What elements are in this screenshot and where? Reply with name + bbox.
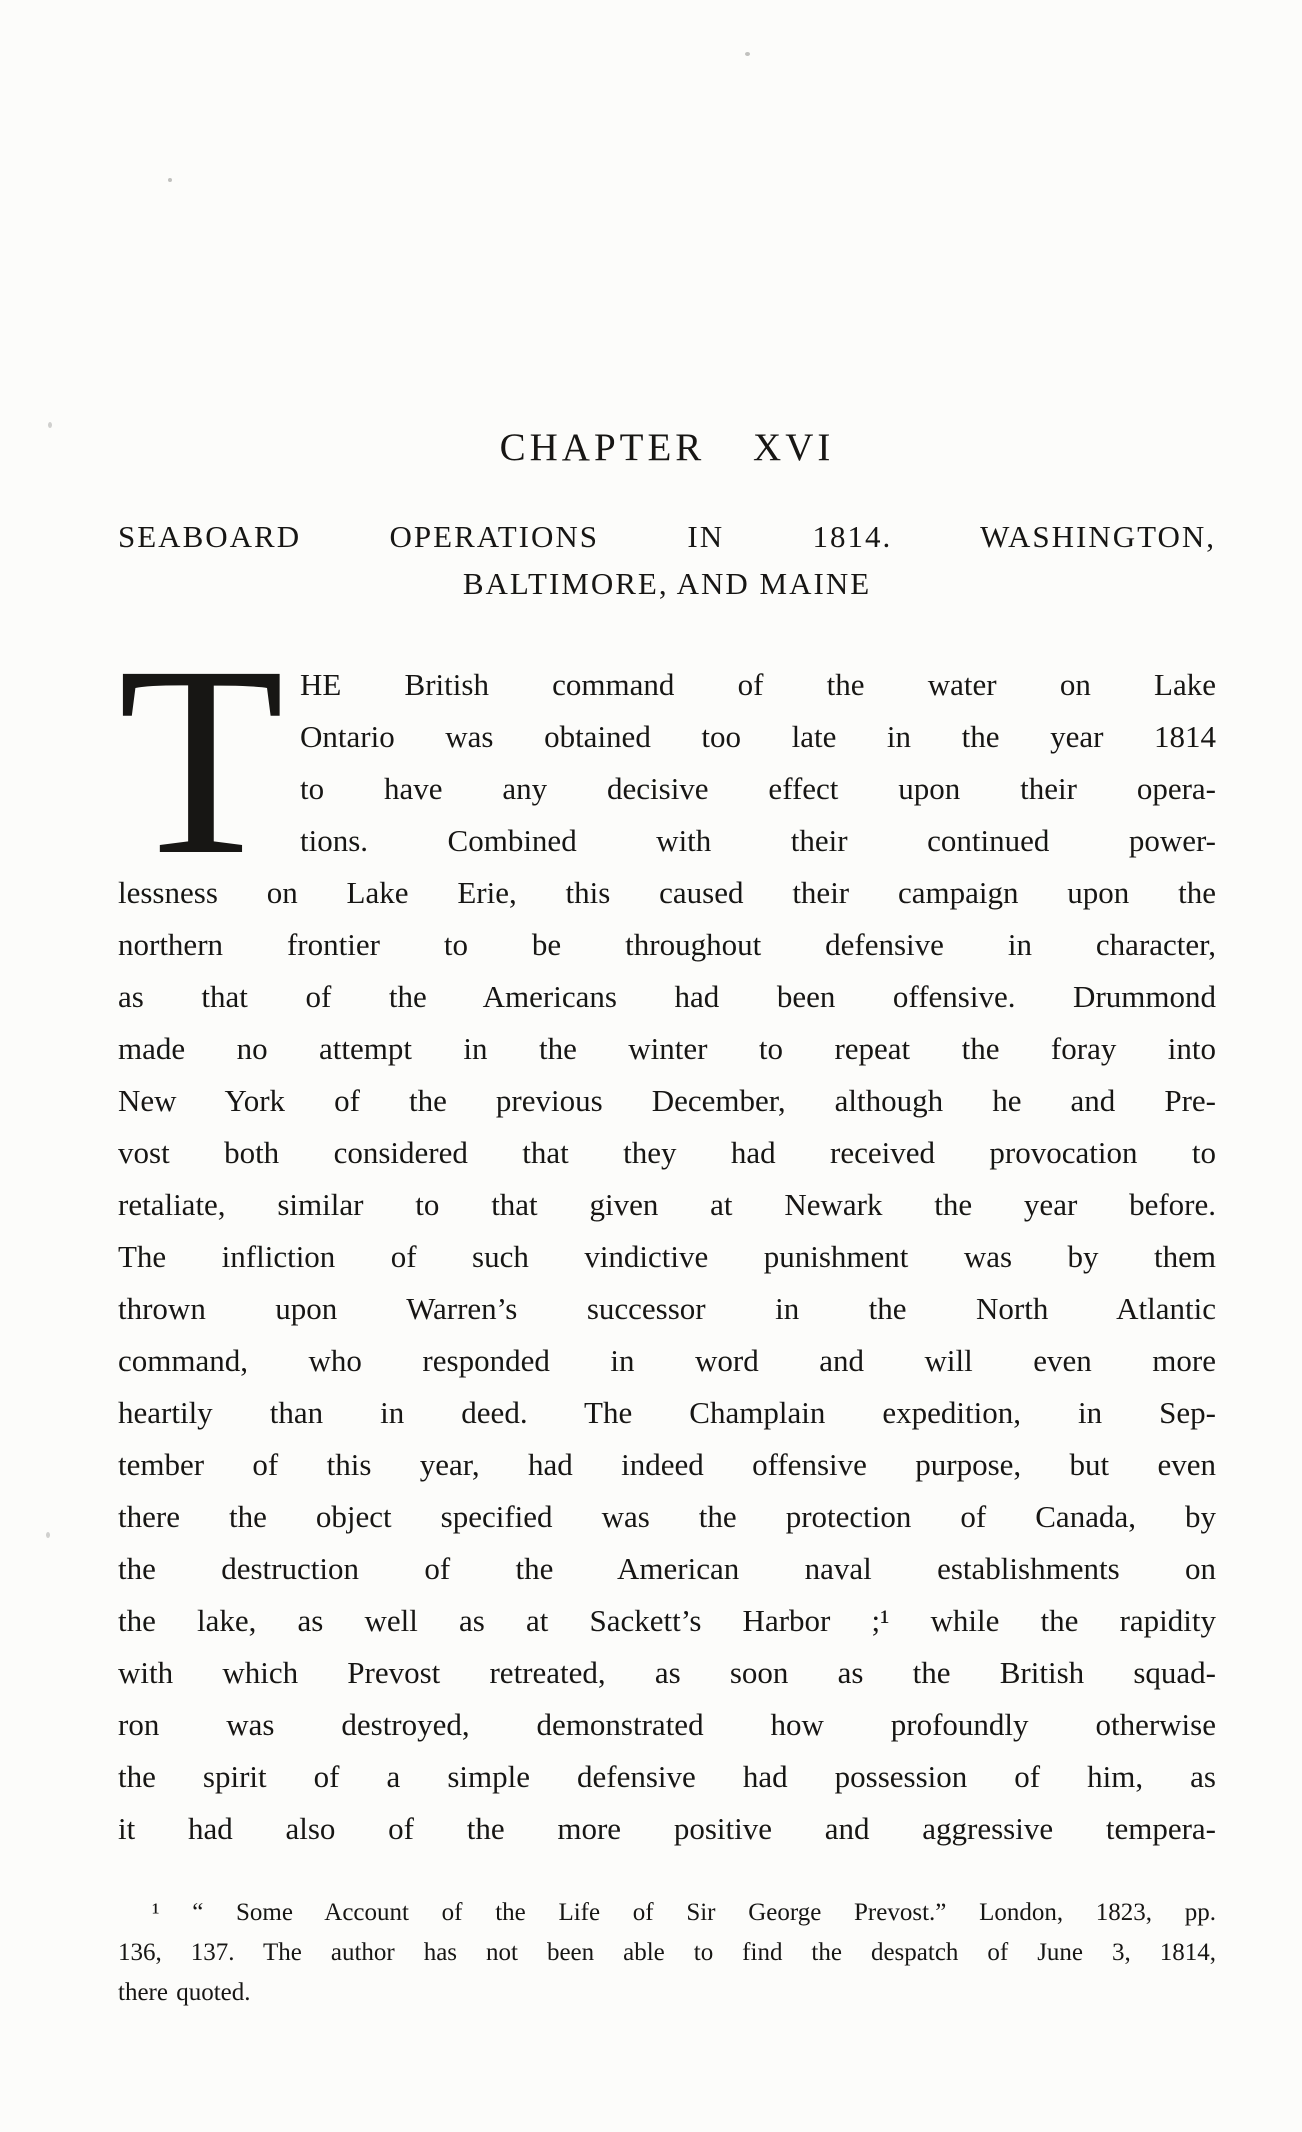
body-line: lessness on Lake Erie, this caused their campaign upon the [118, 875, 1216, 910]
chapter-heading: CHAPTER XVI [499, 426, 835, 469]
body-line: the spirit of a simple defensive had possession of him, as [118, 1759, 1216, 1794]
scan-speck [168, 178, 172, 182]
body-line: thrown upon Warren’s successor in the North Atlantic [118, 1291, 1216, 1326]
body-line: The infliction of such vindictive punishment was by them [118, 1239, 1216, 1274]
body-line: there the object specified was the protection of Canada, by [118, 1499, 1216, 1534]
body-line: HE British command of the water on Lake [300, 667, 1216, 702]
body-line: heartily than in deed. The Champlain expedition, in Sep- [118, 1395, 1216, 1430]
body-line: with which Prevost retreated, as soon as the British squad- [118, 1655, 1216, 1690]
body-paragraph [118, 610, 1216, 1855]
footnote [118, 1893, 1216, 2013]
body-line: made no attempt in the winter to repeat the foray into [118, 1031, 1216, 1066]
body-line: vost both considered that they had received provocation to [118, 1135, 1216, 1170]
footnote-line: 136, 137. The author has not been able to find the despatch of June 3, 1814, [118, 1939, 1216, 1966]
body-line: to have any decisive effect upon their opera- [300, 771, 1216, 806]
footnote-line: ¹ “ Some Account of the Life of Sir George Prevost.” London, 1823, pp. [152, 1899, 1216, 1926]
body-line: command, who responded in word and will even more [118, 1343, 1216, 1378]
section-title-line-1: SEABOARD OPERATIONS IN 1814. WASHINGTON, [118, 519, 1216, 554]
scan-speck [46, 1532, 50, 1538]
dropcap-letter [118, 610, 285, 911]
body-line: Ontario was obtained too late in the year 1814 [300, 719, 1216, 754]
body-line: ron was destroyed, demonstrated how profoundly otherwise [118, 1707, 1216, 1742]
body-line: as that of the Americans had been offensive. Drummond [118, 979, 1216, 1014]
body-line: it had also of the more positive and aggressive tempera- [118, 1811, 1216, 1846]
body-line: New York of the previous December, although he and Pre- [118, 1083, 1216, 1118]
body-line: retaliate, similar to that given at Newark the year before. [118, 1187, 1216, 1222]
body-line: the destruction of the American naval establishments on [118, 1551, 1216, 1586]
scan-speck [745, 52, 750, 56]
body-line: tions. Combined with their continued power- [300, 823, 1216, 858]
dropcap-glyph: T [118, 610, 285, 911]
footnote-line: there quoted. [118, 1979, 251, 2006]
section-title-line-2: BALTIMORE, AND MAINE [462, 566, 872, 601]
body-line: tember of this year, had indeed offensive purpose, but even [118, 1447, 1216, 1482]
scan-speck [48, 422, 52, 428]
section-title [118, 513, 1216, 607]
body-line: the lake, as well as at Sackett’s Harbor ;¹ while the rapidity [118, 1603, 1216, 1638]
page-content [118, 425, 1216, 2013]
body-line: northern frontier to be throughout defensive in character, [118, 927, 1216, 962]
